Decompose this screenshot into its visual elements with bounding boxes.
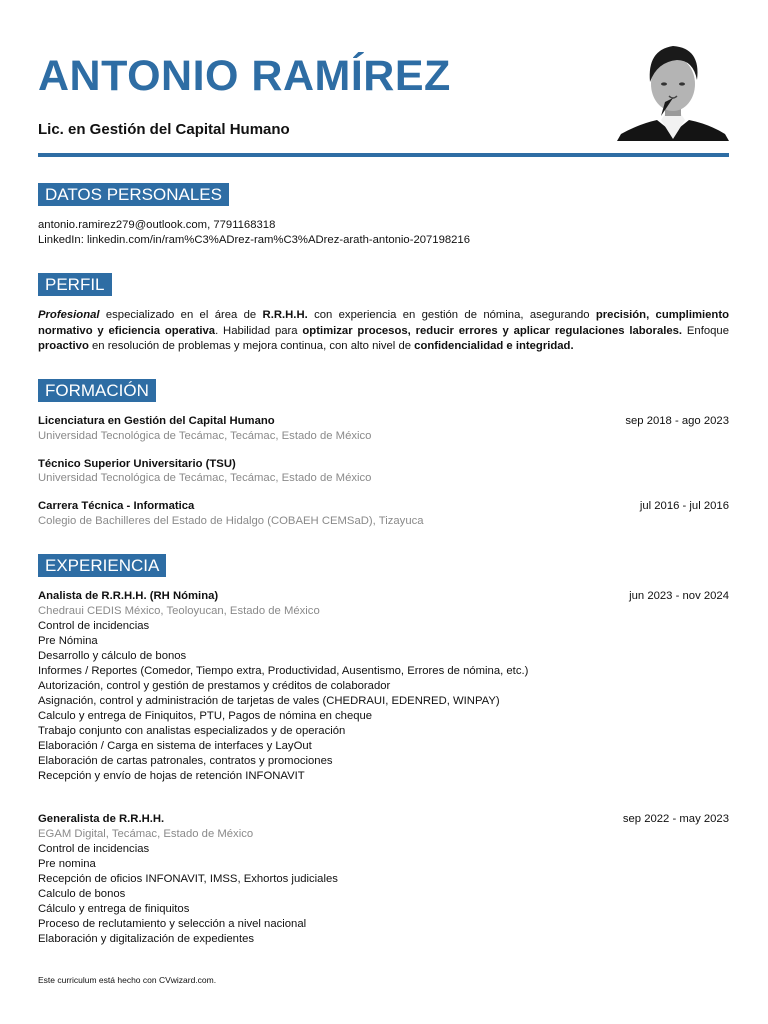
education-degree: Carrera Técnica - Informatica [38, 500, 195, 512]
job-task: Control de incidencias [38, 843, 150, 855]
job-dates: sep 2022 - may 2023 [622, 813, 729, 825]
job-task: Calculo de bonos [38, 888, 126, 900]
job-task: Pre Nómina [38, 635, 98, 647]
job-task: Asignación, control y administración de tarjetas de vales (CHEDRAUI, EDENRED, WINPAY) [38, 695, 500, 707]
education-dates: sep 2018 - ago 2023 [625, 415, 729, 427]
job-role: Analista de R.R.H.H. (RH Nómina) [38, 590, 219, 602]
job-task: Cálculo y entrega de finiquitos [38, 903, 190, 915]
job-task: Autorización, control y gestión de prestamos y créditos de colaborador [38, 680, 391, 692]
job-task: Proceso de reclutamiento y selección a nivel nacional [38, 918, 307, 930]
profile-segment: precisión, cumplimiento normativo y eficiencia operativa [38, 309, 729, 337]
job-task: Recepción y envío de hojas de retención INFONAVIT [38, 770, 305, 782]
education-degree: Técnico Superior Universitario (TSU) [38, 458, 236, 470]
profile-segment: con experiencia en gestión de nómina, asegurando [307, 309, 596, 321]
profile-segment: optimizar procesos, reducir errores y aplicar regulaciones laborales. [302, 324, 683, 337]
education-degree: Licenciatura en Gestión del Capital Humano [38, 415, 275, 427]
job-task: Pre nomina [38, 858, 96, 870]
job-task: Control de incidencias [38, 620, 150, 632]
profile-segment: en resolución de problemas y mejora continua, con alto nivel de [88, 340, 415, 352]
job-task: Elaboración / Carga en sistema de interfaces y LayOut [38, 740, 312, 752]
section-experience-title: EXPERIENCIA [38, 554, 166, 577]
profile-segment: Profesional [38, 309, 100, 321]
job-role: Generalista de R.R.H.H. [38, 813, 165, 825]
job-task: Informes / Reportes (Comedor, Tiempo extra, Productividad, Ausentismo, Errores de nómina, etc.) [38, 665, 529, 677]
profile-segment: especializado en el área de [99, 309, 263, 321]
linkedin-line: LinkedIn: linkedin.com/in/ram%C3%ADrez-ram%C3%ADrez-arath-antonio-207198216 [38, 234, 470, 246]
job-task: Calculo y entrega de Finiquitos, PTU, Pagos de nómina en cheque [38, 710, 373, 722]
profile-segment: proactivo [38, 340, 89, 352]
education-school: Universidad Tecnológica de Tecámac, Tecámac, Estado de México [38, 430, 372, 442]
job-task: Elaboración y digitalización de expedientes [38, 933, 255, 945]
job-task: Desarrollo y cálculo de bonos [38, 650, 187, 662]
profile-photo [617, 38, 729, 141]
job-task: Trabajo conjunto con analistas especializados y de operación [38, 725, 346, 737]
header-divider [38, 153, 729, 157]
job-company: Chedraui CEDIS México, Teoloyucan, Estado de México [38, 605, 320, 617]
job-task: Recepción de oficios INFONAVIT, IMSS, Exhortos judiciales [38, 873, 338, 885]
section-personal-title: DATOS PERSONALES [38, 183, 229, 206]
job-task-list [38, 842, 338, 947]
profile-summary [38, 308, 729, 355]
education-school: Universidad Tecnológica de Tecámac, Tecámac, Estado de México [38, 472, 372, 484]
footer-note: Este curriculum está hecho con CVwizard.com. [38, 975, 217, 985]
job-task: Elaboración de cartas patronales, contratos y promociones [38, 755, 333, 767]
section-profile-title: PERFIL [38, 273, 112, 296]
job-task-list [38, 619, 528, 784]
profile-segment: confidencialidad e integridad. [414, 340, 574, 352]
candidate-name: ANTONIO RAMÍREZ [38, 52, 451, 100]
portrait-image [617, 38, 729, 141]
education-school: Colegio de Bachilleres del Estado de Hidalgo (COBAEH CEMSaD), Tizayuca [38, 515, 424, 527]
profile-segment: Enfoque [682, 324, 729, 337]
education-dates: jul 2016 - jul 2016 [639, 500, 729, 512]
profile-segment: R.R.H.H. [262, 309, 308, 321]
profile-segment: . Habilidad para [215, 324, 303, 337]
contact-line: antonio.ramirez279@outlook.com, 7791168318 [38, 219, 276, 231]
candidate-title: Lic. en Gestión del Capital Humano [38, 121, 290, 138]
job-dates: jun 2023 - nov 2024 [629, 590, 729, 602]
section-education-title: FORMACIÓN [38, 379, 156, 402]
job-company: EGAM Digital, Tecámac, Estado de México [38, 828, 254, 840]
